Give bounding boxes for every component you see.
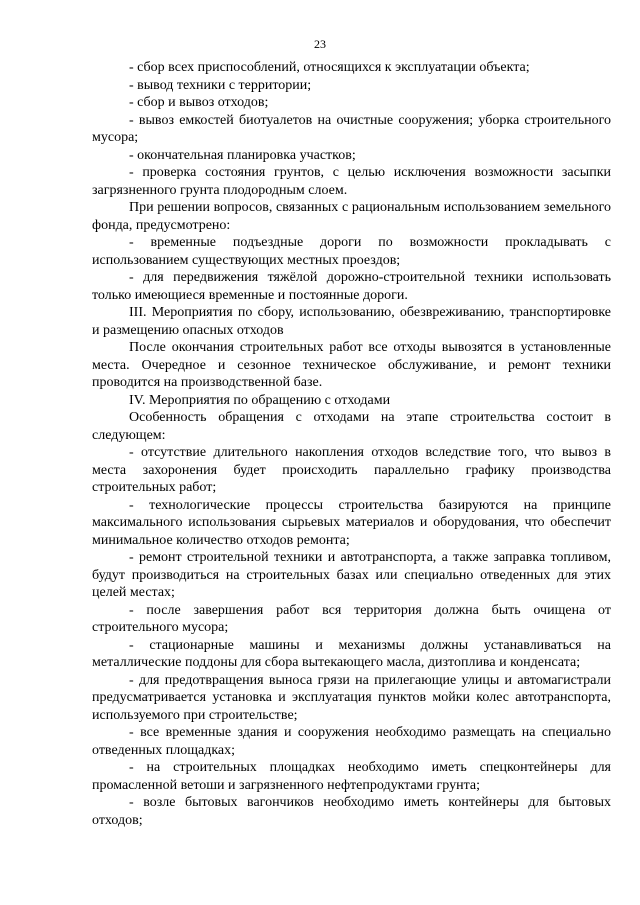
section-heading: III. Мероприятия по сбору, использованию, обезвреживанию, транспортировке и размещению опасных отходов	[92, 305, 611, 338]
list-item: - проверка состояния грунтов, с целью исключения возможности засыпки загрязненного грунта плодородным слоем.	[92, 165, 611, 198]
list-item: - на строительных площадках необходимо иметь спецконтейнеры для промасленной ветоши и загрязненного нефтепродуктами грунта;	[92, 760, 611, 793]
section-heading: IV. Мероприятия по обращению с отходами	[129, 392, 391, 408]
paragraph: Особенность обращения с отходами на этапе строительства состоит в следующем:	[92, 410, 611, 443]
paragraph: После окончания строительных работ все отходы вывозятся в установленные места. Очередное и сезонное техническое обслуживание, и ремонт техники проводится на производственной базе.	[92, 340, 611, 390]
list-item: - сбор и вывоз отходов;	[129, 95, 269, 110]
list-item: - вывод техники с территории;	[129, 77, 312, 93]
list-item: - окончательная планировка участков;	[129, 147, 356, 163]
page-number: 23	[314, 37, 326, 51]
paragraph: При решении вопросов, связанных с рациональным использованием земельного фонда, предусмотрено:	[92, 200, 611, 233]
list-item: - возле бытовых вагончиков необходимо иметь контейнеры для бытовых отходов;	[92, 795, 611, 828]
list-item: - стационарные машины и механизмы должны устанавливаться на металлические поддоны для сбора вытекающего масла, дизтоплива и конденсата;	[92, 637, 611, 670]
list-item: - отсутствие длительного накопления отходов вследствие того, что вывоз в места захоронения будет происходить параллельно графику производства строительных работ;	[92, 445, 611, 495]
list-item: - все временные здания и сооружения необходимо размещать на специально отведенных площадках;	[92, 725, 611, 758]
list-item: - сбор всех приспособлений, относящихся к эксплуатации объекта;	[129, 60, 530, 75]
list-item: - ремонт строительной техники и автотранспорта, а также заправка топливом, будут производиться на строительных базах или специально отведенных для этих целей местах;	[92, 550, 611, 600]
document-body	[92, 59, 611, 829]
list-item: - для предотвращения выноса грязи на прилегающие улицы и автомагистрали предусматривается установка и эксплуатация пунктов мойки колес автотранспорта, используемого при строительстве;	[92, 672, 611, 723]
list-item: - после завершения работ вся территория должна быть очищена от строительного мусора;	[92, 602, 611, 635]
list-item: - временные подъездные дороги по возможности прокладывать с использованием существующих местных проездов;	[92, 235, 611, 268]
list-item: - для передвижения тяжёлой дорожно-строительной техники использовать только имеющиеся временные и постоянные дороги.	[92, 270, 611, 303]
list-item: - технологические процессы строительства базируются на принципе максимального использования сырьевых материалов и оборудования, что обеспечит минимальное количество отходов ремонта;	[92, 497, 611, 548]
list-item: - вывоз емкостей биотуалетов на очистные сооружения; уборка строительного мусора;	[92, 112, 611, 145]
